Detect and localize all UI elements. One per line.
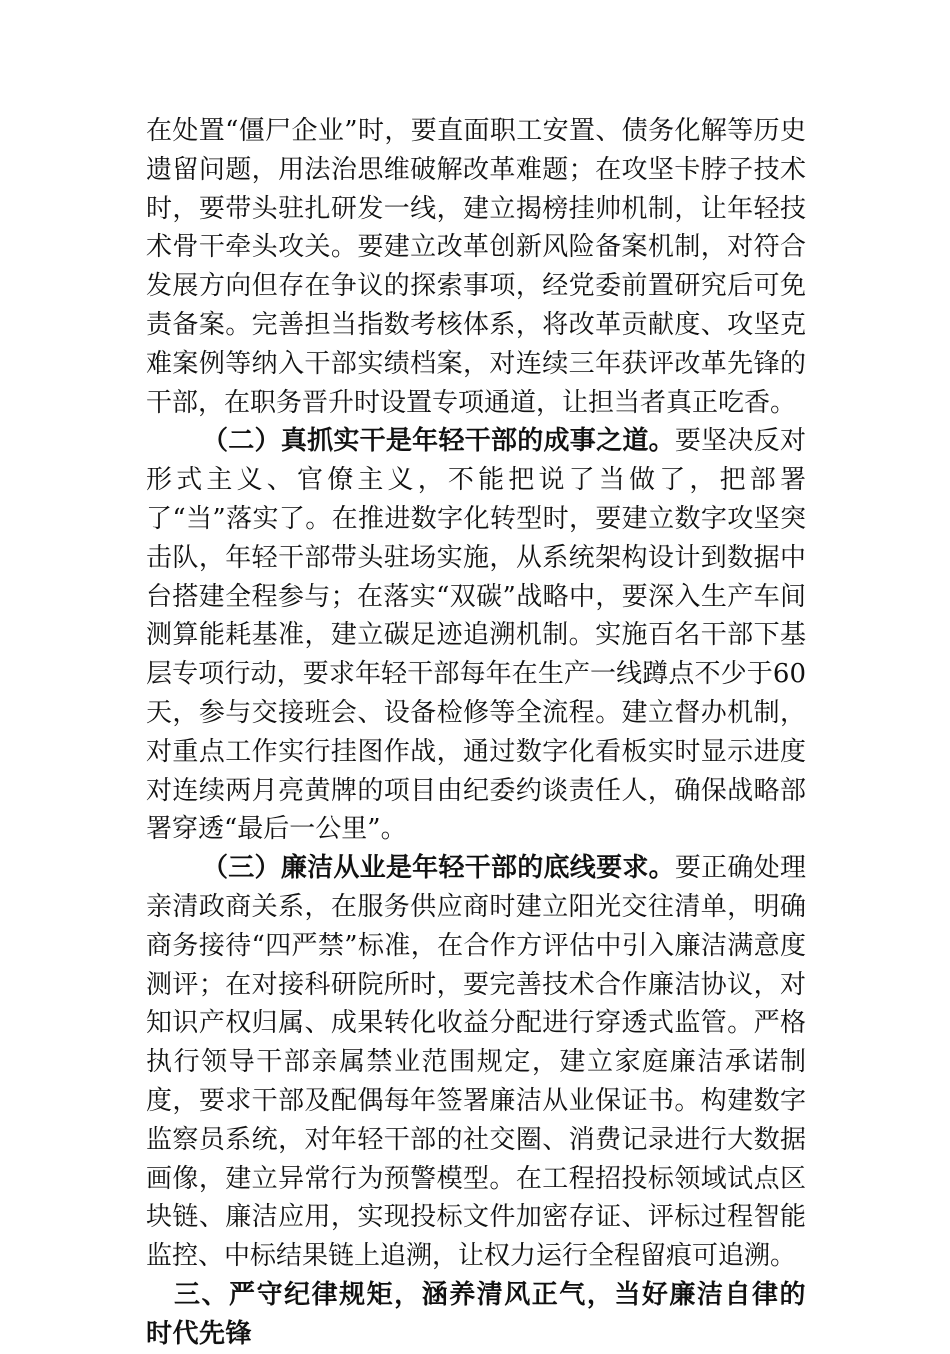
paragraph-3-lead: （三）廉洁从业是年轻干部的底线要求。 xyxy=(202,853,675,884)
paragraph-3-body: 要正确处理亲清政商关系，在服务供应商时建立阳光交往清单，明确商务接待“四严禁”标准，在合作方评估中引入廉洁满意度测评；在对接科研院所时，要完善技术合作廉洁协议，对知识产权归属、成果转化收益分配进行穿透式监管。严格执行领导干部亲属禁业范围规定，建立家庭廉洁承诺制度，要求干部及配偶每年签署廉洁从业保证书。构建数字监察员系统，对年轻干部的社交圈、消费记录进行大数据画像，建立异常行为预警模型。在工程招投标领域试点区块链、廉洁应用，实现投标文件加密存证、评标过程智能监控、中标结果链上追溯，让权力运行全程留痕可追溯。 xyxy=(146,853,806,1272)
section-heading: 三、严守纪律规矩，涵养清风正气，当好廉洁自律的时代先锋 xyxy=(146,1279,806,1349)
paragraph-2-lead: （二）真抓实干是年轻干部的成事之道。 xyxy=(202,426,675,457)
document-body xyxy=(146,112,806,1354)
paragraph-1: 在处置“僵尸企业”时，要直面职工安置、债务化解等历史遗留问题，用法治思维破解改革难题；在攻坚卡脖子技术时，要带头驻扎研发一线，建立揭榜挂帅机制，让年轻技术骨干牵头攻关。要建立改革创新风险备案机制，对符合发展方向但存在争议的探索事项，经党委前置研究后可免责备案。完善担当指数考核体系，将改革贡献度、攻坚克难案例等纳入干部实绩档案，对连续三年获评改革先锋的干部，在职务晋升时设置专项通道，让担当者真正吃香。 xyxy=(146,116,806,418)
paragraph-2-body: 要坚决反对形式主义、官僚主义，不能把说了当做了，把部署了“当”落实了。在推进数字化转型时，要建立数字攻坚突击队，年轻干部带头驻场实施，从系统架构设计到数据中台搭建全程参与；在落实“双碳”战略中，要深入生产车间测算能耗基准，建立碳足迹追溯机制。实施百名干部下基层专项行动，要求年轻干部每年在生产一线蹲点不少于60天，参与交接班会、设备检修等全流程。建立督办机制，对重点工作实行挂图作战，通过数字化看板实时显示进度对连续两月亮黄牌的项目由纪委约谈责任人，确保战略部署穿透“最后一公里”。 xyxy=(146,426,806,845)
paragraph-2 xyxy=(146,422,806,849)
paragraph-3 xyxy=(146,849,806,1276)
